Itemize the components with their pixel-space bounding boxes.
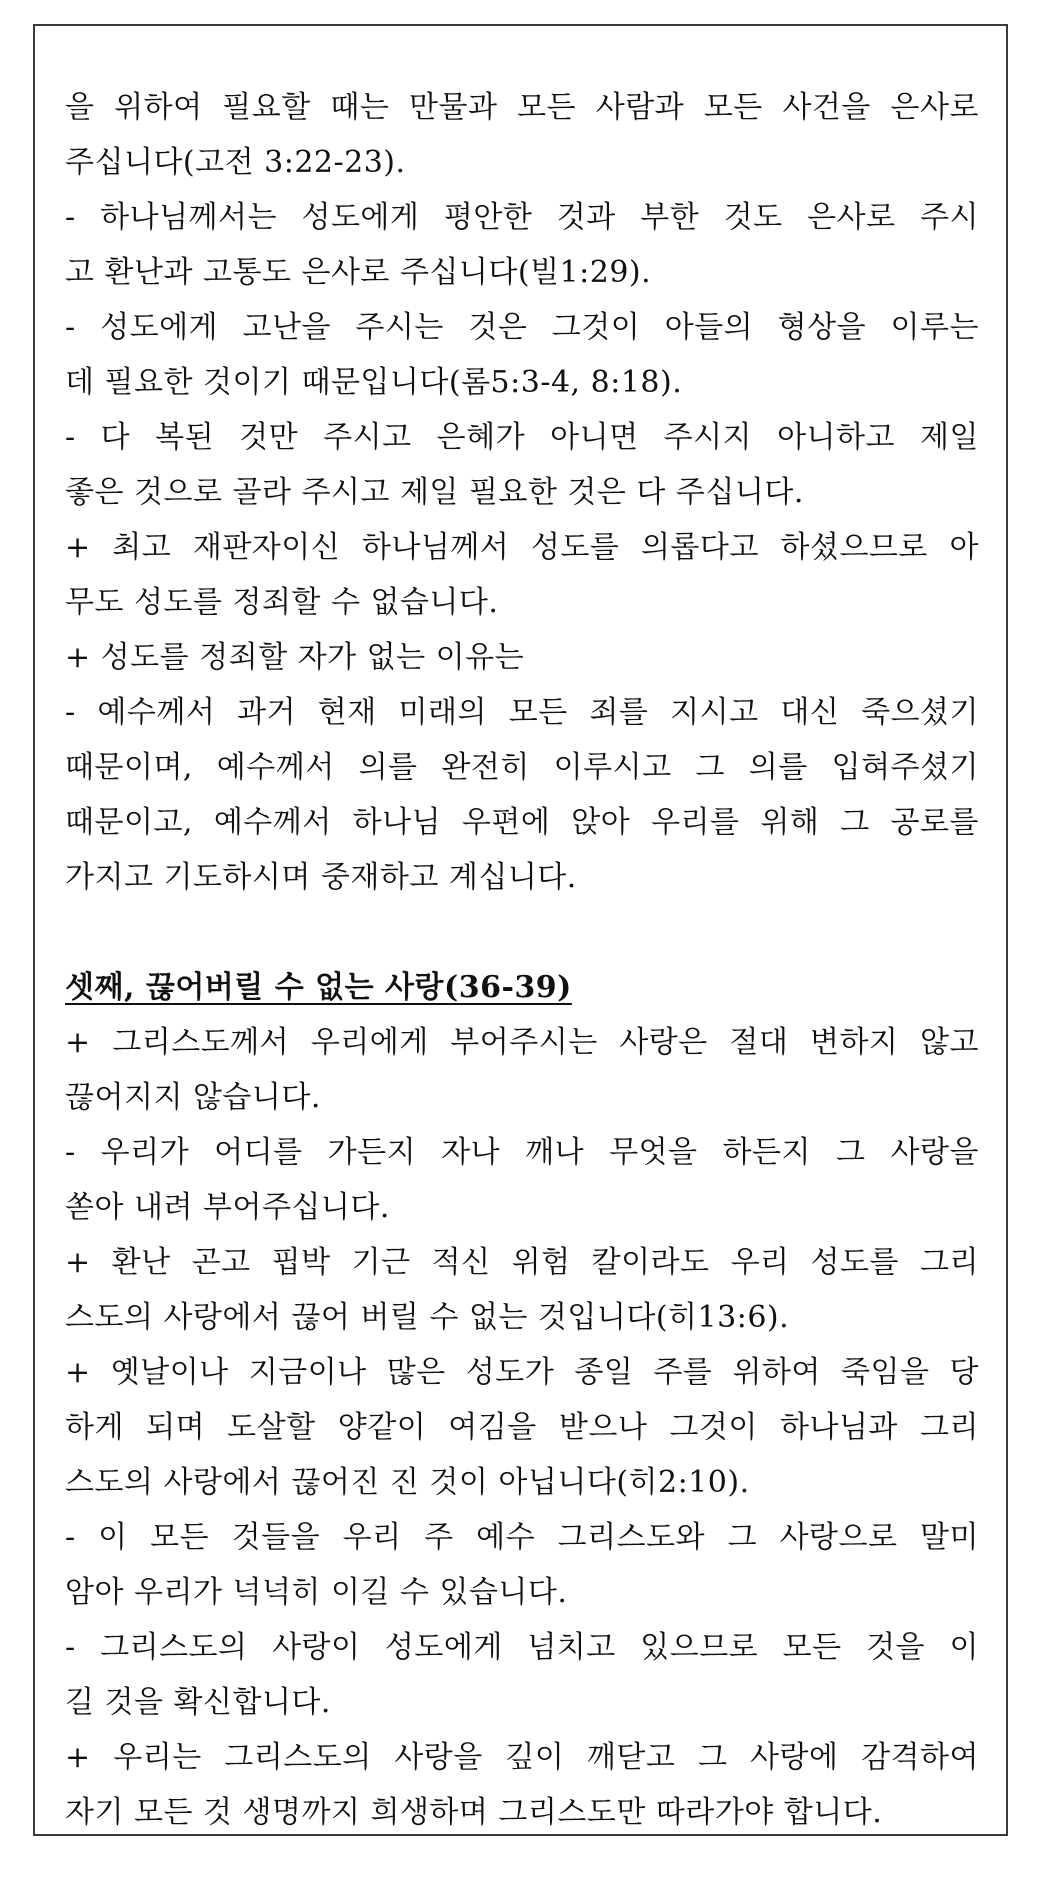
text-line: - 하나님께서는 성도에게 평안한 것과 부한 것도 은사로 주시 xyxy=(65,200,979,235)
text-line: - 우리가 어디를 가든지 자나 깨나 무엇을 하든지 그 사랑을 xyxy=(65,1135,979,1170)
text-line: 때문이고, 예수께서 하나님 우편에 앉아 우리를 위해 그 공로를 xyxy=(65,805,979,840)
blank-line xyxy=(65,905,979,960)
text-line: 스도의 사랑에서 끊어 버릴 수 없는 것입니다(히13:6). xyxy=(65,1300,790,1335)
text-line: 끊어지지 않습니다. xyxy=(65,1080,321,1115)
section-heading xyxy=(65,960,979,1015)
text-line: + 성도를 정죄할 자가 없는 이유는 xyxy=(65,640,525,675)
text-line: 길 것을 확신합니다. xyxy=(65,1685,331,1720)
text-line: 때문이며, 예수께서 의를 완전히 이루시고 그 의를 입혀주셨기 xyxy=(65,750,979,785)
text-line: 자기 모든 것 생명까지 희생하며 그리스도만 따라가야 합니다. xyxy=(65,1795,883,1830)
text-line: 데 필요한 것이기 때문입니다(롬5:3-4, 8:18). xyxy=(65,365,683,400)
text-line: 하게 되며 도살할 양같이 여김을 받으나 그것이 하나님과 그리 xyxy=(65,1410,979,1445)
text-line: + 환난 곤고 핍박 기근 적신 위험 칼이라도 우리 성도를 그리 xyxy=(65,1245,979,1280)
text-line: - 성도에게 고난을 주시는 것은 그것이 아들의 형상을 이루는 xyxy=(65,310,979,345)
section-heading-text: 셋째, 끊어버릴 수 없는 사랑(36-39) xyxy=(65,970,572,1005)
text-line: + 그리스도께서 우리에게 부어주시는 사랑은 절대 변하지 않고 xyxy=(65,1025,979,1060)
text-line: 을 위하여 필요할 때는 만물과 모든 사람과 모든 사건을 은사로 xyxy=(65,90,979,125)
text-line: 무도 성도를 정죄할 수 없습니다. xyxy=(65,585,499,620)
text-line: 좋은 것으로 골라 주시고 제일 필요한 것은 다 주십니다. xyxy=(65,475,804,510)
document-body xyxy=(65,80,979,1840)
text-line: - 그리스도의 사랑이 성도에게 넘치고 있으므로 모든 것을 이 xyxy=(65,1630,979,1665)
text-line: - 이 모든 것들을 우리 주 예수 그리스도와 그 사랑으로 말미 xyxy=(65,1520,979,1555)
text-line: - 예수께서 과거 현재 미래의 모든 죄를 지시고 대신 죽으셨기 xyxy=(65,695,979,730)
text-line: + 우리는 그리스도의 사랑을 깊이 깨닫고 그 사랑에 감격하여 xyxy=(65,1740,979,1775)
text-line: 고 환난과 고통도 은사로 주십니다(빌1:29). xyxy=(65,255,652,290)
text-line: 가지고 기도하시며 중재하고 계십니다. xyxy=(65,860,577,895)
text-line: - 다 복된 것만 주시고 은혜가 아니면 주시지 아니하고 제일 xyxy=(65,420,979,455)
text-line: 스도의 사랑에서 끊어진 진 것이 아닙니다(히2:10). xyxy=(65,1465,750,1500)
text-line: + 최고 재판자이신 하나님께서 성도를 의롭다고 하셨으므로 아 xyxy=(65,530,979,565)
page-frame xyxy=(33,24,1008,1836)
text-line: 주십니다(고전 3:22-23). xyxy=(65,145,406,180)
text-line: + 옛날이나 지금이나 많은 성도가 종일 주를 위하여 죽임을 당 xyxy=(65,1355,979,1390)
text-line: 암아 우리가 넉넉히 이길 수 있습니다. xyxy=(65,1575,568,1610)
text-line: 쏟아 내려 부어주십니다. xyxy=(65,1190,390,1225)
